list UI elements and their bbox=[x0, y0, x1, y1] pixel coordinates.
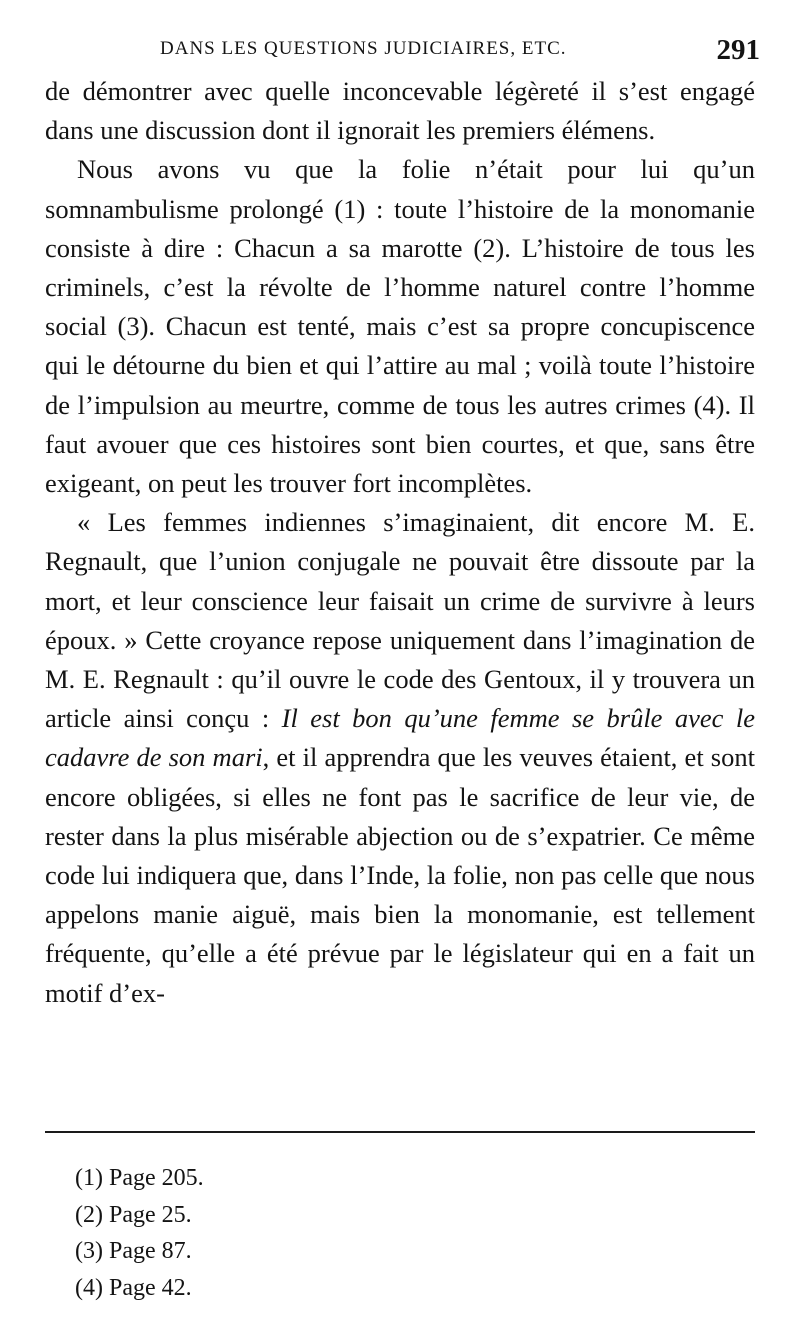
paragraph-text: Nous avons vu que la folie n’était pour lui qu’un somnambulisme prolongé (1) : toute l’histoire de la monomanie consiste à dire : Chacun a sa marotte (2). L’histoire de tous les criminels, c’est la révolte de l’homme naturel contre l’homme social (3). Chacun est tenté, mais c’est sa propre concupiscence qui le détourne du bien et qui l’attire au mal ; voilà toute l’histoire de l’impulsion au meurtre, comme de tous les autres crimes (4). Il faut avouer que ces histoires sont bien courtes, et que, sans être exigeant, on peut les trouver fort incomplètes. bbox=[45, 154, 755, 499]
paragraph-folie bbox=[45, 150, 755, 503]
italic-quotation: Il est bon qu’une femme se brûle avec le cadavre de son mari bbox=[45, 703, 755, 773]
footnote-2: (2) Page 25. bbox=[75, 1201, 192, 1228]
paragraph-text: , et il apprendra que les veuves étaient, et sont encore obligées, si elles ne font pas le sacrifice de leur vie, de rester dans la plus misérable abjection ou de s’expatrier. Ce même code lui indiquera que, dans l’Inde, la folie, non pas celle que nous appelons manie aiguë, mais bien la monomanie, est tellement fréquente, qu’elle a été prévue par le législateur qui en a fait un motif d’ex- bbox=[45, 742, 755, 1008]
page-header bbox=[40, 34, 760, 74]
paragraph-femmes-indiennes bbox=[45, 503, 755, 1013]
paragraph-text: « Les femmes indiennes s’imaginaient, dit encore M. E. Regnault, que l’union conjugale ne pouvait être dissoute par la mort, et leur conscience leur faisait un crime de survivre à leurs époux. » Cette croyance repose uniquement dans l’imagination de M. E. Regnault : qu’il ouvre le code des Gentoux, il y trouvera un article ainsi conçu : bbox=[45, 507, 755, 734]
footnote-rule bbox=[45, 1131, 755, 1133]
page-number: 291 bbox=[716, 34, 760, 66]
body-text bbox=[45, 72, 755, 1013]
footnote-1: (1) Page 205. bbox=[75, 1165, 204, 1191]
footnotes bbox=[75, 1160, 204, 1306]
paragraph-text: de démontrer avec quelle inconcevable légèreté il s’est engagé dans une discussion dont il ignorait les premiers élémens. bbox=[45, 76, 755, 146]
footnote-4: (4) Page 42. bbox=[75, 1274, 192, 1301]
running-head: DANS LES QUESTIONS JUDICIAIRES, ETC. bbox=[160, 38, 567, 59]
paragraph-continuation bbox=[45, 72, 755, 150]
footnote-3: (3) Page 87. bbox=[75, 1238, 192, 1264]
